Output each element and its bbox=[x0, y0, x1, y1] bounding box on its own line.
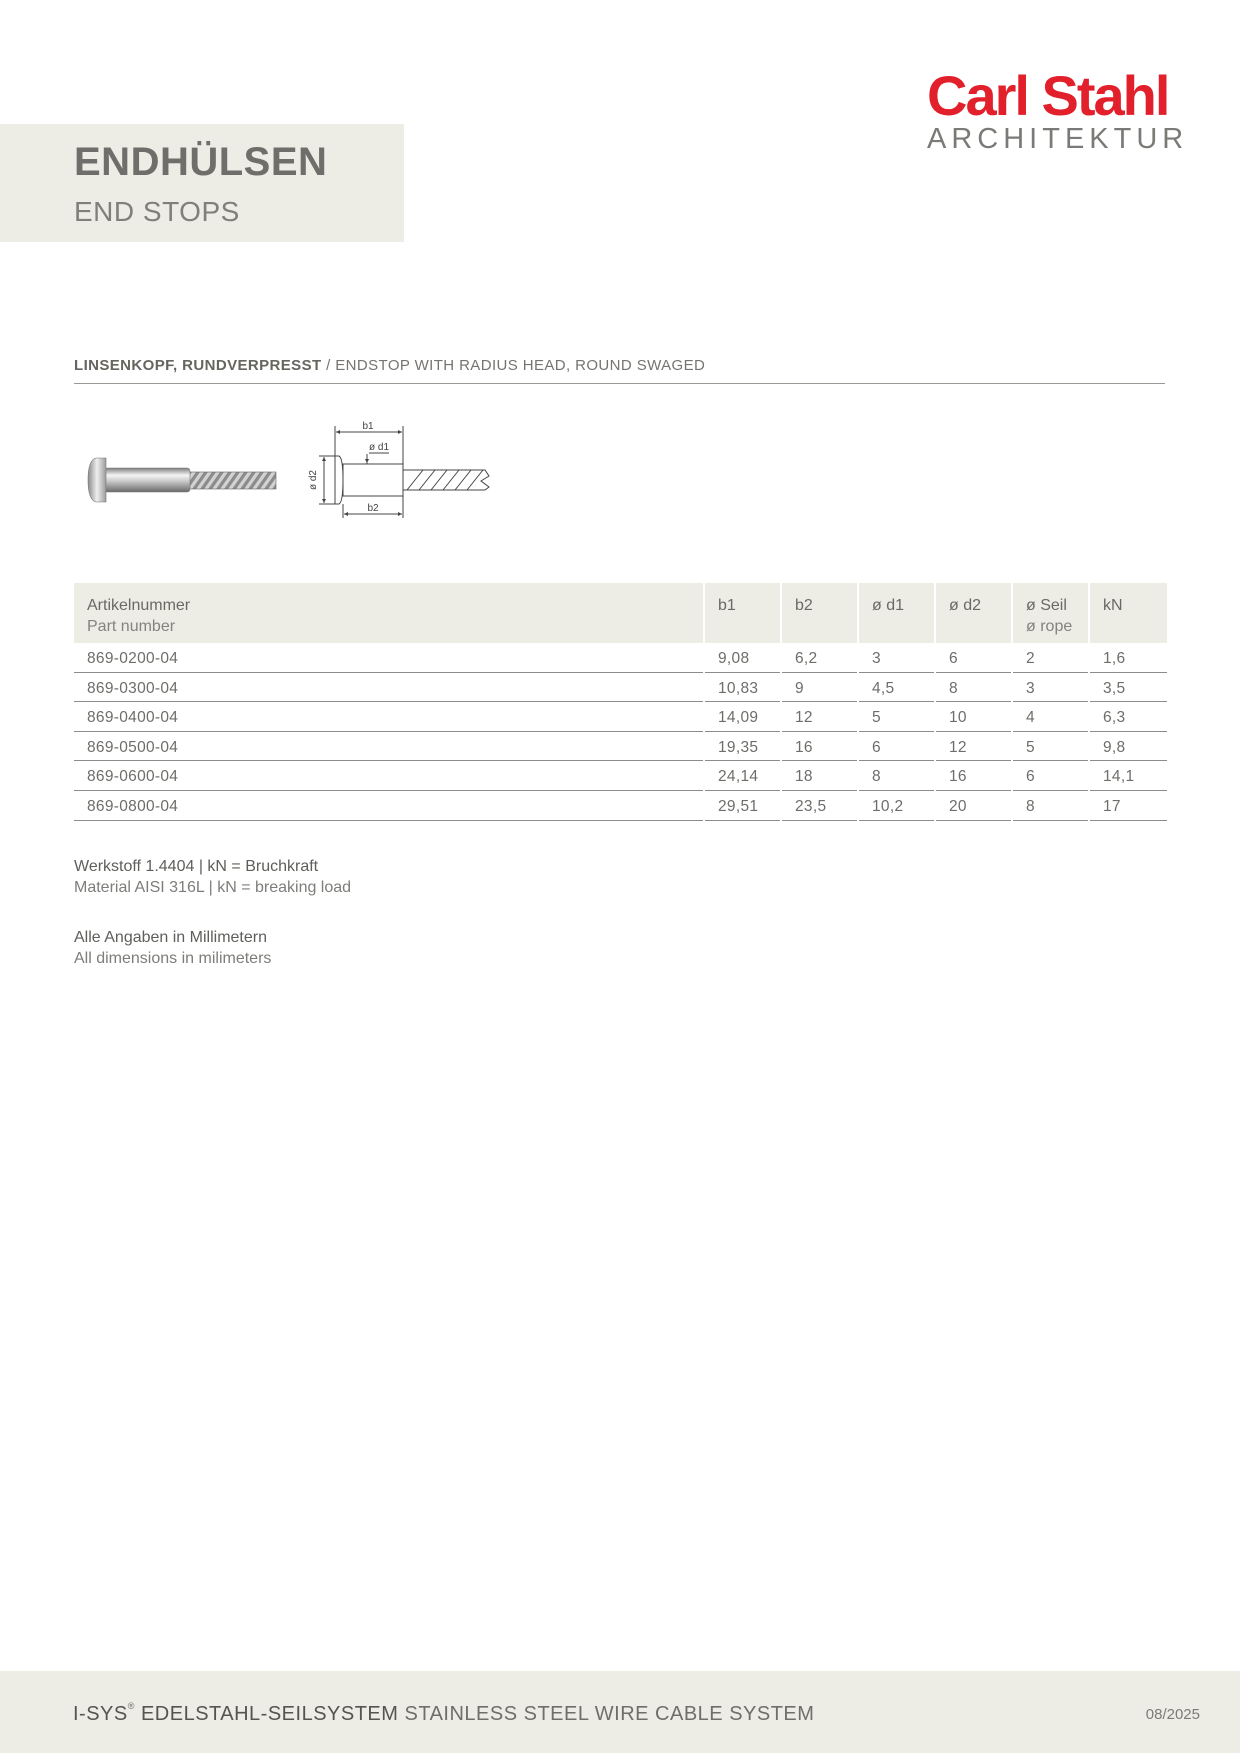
table-cell: 869-0600-04 bbox=[74, 761, 703, 791]
table-row bbox=[74, 761, 1167, 791]
table-cell: 869-0400-04 bbox=[74, 702, 703, 732]
table-cell: 3,5 bbox=[1090, 673, 1167, 703]
table-cell: 869-0500-04 bbox=[74, 732, 703, 762]
header-label-en: ø rope bbox=[1026, 618, 1073, 635]
table-cell: 14,09 bbox=[705, 702, 780, 732]
drawing-label-b2: b2 bbox=[367, 503, 379, 514]
table-row bbox=[74, 673, 1167, 703]
table-cell: 16 bbox=[936, 761, 1011, 791]
table-cell: 5 bbox=[1013, 732, 1088, 762]
table-cell: 29,51 bbox=[705, 791, 780, 821]
header-label-de: b1 bbox=[718, 597, 736, 614]
header-label-de: Artikelnummer bbox=[87, 597, 191, 614]
table-row bbox=[74, 702, 1167, 732]
table-cell: 8 bbox=[936, 673, 1011, 703]
table-cell: 10,2 bbox=[859, 791, 934, 821]
header-d2 bbox=[936, 583, 1011, 643]
table-body bbox=[74, 643, 1167, 821]
table-row bbox=[74, 732, 1167, 762]
table-cell: 3 bbox=[1013, 673, 1088, 703]
spec-table bbox=[74, 583, 1167, 821]
table-cell: 16 bbox=[782, 732, 857, 762]
table-cell: 9,8 bbox=[1090, 732, 1167, 762]
registered-mark: ® bbox=[127, 1701, 135, 1711]
table-cell: 10,83 bbox=[705, 673, 780, 703]
header-label-de: ø Seil bbox=[1026, 597, 1067, 614]
logo-subtitle: ARCHITEKTUR bbox=[927, 123, 1189, 155]
table-cell: 23,5 bbox=[782, 791, 857, 821]
table-cell: 5 bbox=[859, 702, 934, 732]
page-title: ENDHÜLSEN bbox=[74, 140, 328, 184]
table-cell: 8 bbox=[859, 761, 934, 791]
table-cell: 17 bbox=[1090, 791, 1167, 821]
table-cell: 10 bbox=[936, 702, 1011, 732]
drawing-label-d1: ø d1 bbox=[369, 442, 390, 453]
technical-drawing bbox=[305, 418, 495, 526]
header-d1 bbox=[859, 583, 934, 643]
table-cell: 18 bbox=[782, 761, 857, 791]
section-heading-de: LINSENKOPF, RUNDVERPRESST bbox=[74, 357, 322, 374]
header-label-de: ø d2 bbox=[949, 597, 982, 614]
table-cell: 9 bbox=[782, 673, 857, 703]
page-subtitle: END STOPS bbox=[74, 196, 240, 227]
footer-title-en: STAINLESS STEEL WIRE CABLE SYSTEM bbox=[398, 1703, 815, 1725]
header-rope bbox=[1013, 583, 1088, 643]
table-cell: 12 bbox=[936, 732, 1011, 762]
table-cell: 869-0300-04 bbox=[74, 673, 703, 703]
footer-date: 08/2025 bbox=[1145, 1706, 1200, 1723]
header-part-number bbox=[74, 583, 703, 643]
drawing-label-d2: ø d2 bbox=[308, 469, 319, 491]
footer-title bbox=[73, 1703, 814, 1726]
table-cell: 6,2 bbox=[782, 643, 857, 673]
header-b2 bbox=[782, 583, 857, 643]
units-note-de: Alle Angaben in Millimetern bbox=[74, 929, 267, 946]
table-cell: 8 bbox=[1013, 791, 1088, 821]
table-cell: 4,5 bbox=[859, 673, 934, 703]
product-photo bbox=[86, 452, 278, 508]
notes bbox=[74, 856, 351, 969]
header-label-en: Part number bbox=[87, 618, 176, 635]
table-cell: 20 bbox=[936, 791, 1011, 821]
table-cell: 24,14 bbox=[705, 761, 780, 791]
table-cell: 19,35 bbox=[705, 732, 780, 762]
header-b1 bbox=[705, 583, 780, 643]
section-divider bbox=[74, 383, 1165, 384]
table-cell: 6 bbox=[936, 643, 1011, 673]
table-cell: 6 bbox=[859, 732, 934, 762]
header-kn bbox=[1090, 583, 1167, 643]
table-header bbox=[74, 583, 1167, 643]
material-note-de: Werkstoff 1.4404 | kN = Bruchkraft bbox=[74, 858, 319, 875]
table-cell: 6 bbox=[1013, 761, 1088, 791]
footer-title-de: EDELSTAHL-SEILSYSTEM bbox=[134, 1703, 399, 1725]
logo-wordmark: Carl Stahl bbox=[927, 64, 1169, 127]
table-cell: 869-0800-04 bbox=[74, 791, 703, 821]
section-heading-separator: / bbox=[321, 357, 336, 374]
table-cell: 4 bbox=[1013, 702, 1088, 732]
table-cell: 9,08 bbox=[705, 643, 780, 673]
table-cell: 2 bbox=[1013, 643, 1088, 673]
table-cell: 869-0200-04 bbox=[74, 643, 703, 673]
table-cell: 14,1 bbox=[1090, 761, 1167, 791]
header-label-de: b2 bbox=[795, 597, 813, 614]
footer-brand: I-SYS bbox=[73, 1703, 128, 1725]
section-heading bbox=[74, 357, 705, 374]
header-label-de: ø d1 bbox=[872, 597, 905, 614]
section-heading-en: ENDSTOP WITH RADIUS HEAD, ROUND SWAGED bbox=[335, 357, 706, 374]
table-cell: 3 bbox=[859, 643, 934, 673]
header-label-de: kN bbox=[1103, 597, 1123, 614]
table-cell: 6,3 bbox=[1090, 702, 1167, 732]
table-cell: 12 bbox=[782, 702, 857, 732]
company-logo bbox=[927, 64, 1187, 154]
table-row bbox=[74, 791, 1167, 821]
units-note-en: All dimensions in milimeters bbox=[74, 950, 272, 967]
drawing-label-b1: b1 bbox=[362, 421, 374, 432]
material-note-en: Material AISI 316L | kN = breaking load bbox=[74, 879, 352, 896]
table-row bbox=[74, 643, 1167, 673]
table-cell: 1,6 bbox=[1090, 643, 1167, 673]
